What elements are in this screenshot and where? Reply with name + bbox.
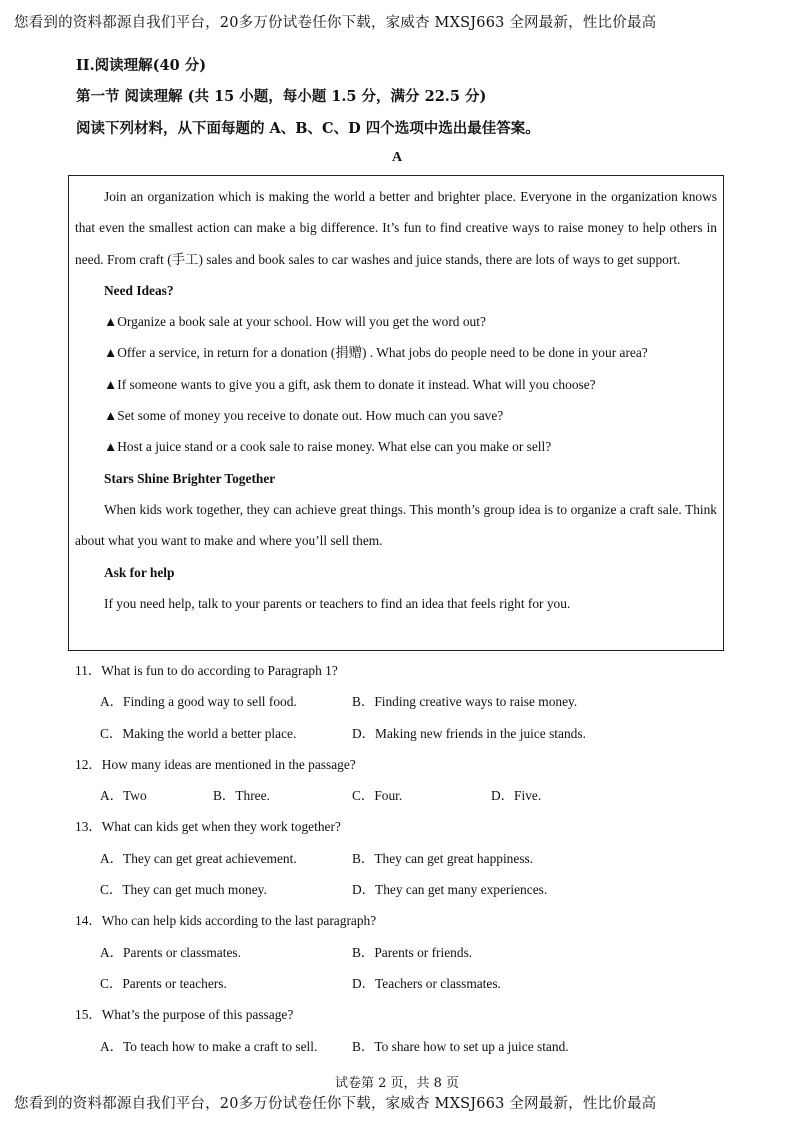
stars-paragraph: When kids work together, they can achieve great things. This month’s group idea is to organize a craft sale. Think about what you want to make and where you’ll sell them.	[75, 501, 717, 549]
question-stem: 11．What is fun to do according to Paragraph 1?	[75, 663, 338, 678]
ideas-heading: Need Ideas?	[104, 282, 174, 298]
option-a[interactable]: A．Finding a good way to sell food.	[100, 694, 297, 710]
question-list	[75, 655, 715, 1062]
option-row	[75, 718, 715, 749]
option-d[interactable]: D．Making new friends in the juice stands.	[352, 725, 586, 741]
option-row	[75, 1031, 715, 1062]
page-footer: 试卷第 2 页，共 8 页	[334, 1076, 460, 1091]
question-stem: 15．What’s the purpose of this passage?	[75, 1007, 294, 1023]
question-stem: 13．What can kids get when they work together?	[75, 819, 341, 835]
option-c[interactable]: C．Making the world a better place.	[100, 725, 297, 741]
watermark-banner-bottom: 您看到的资料都源自我们平台，20多万份试卷任你下载，家威杏 MXSJ663 全网最新，性比价最高	[14, 1096, 657, 1112]
option-d[interactable]: D．Five.	[491, 788, 542, 804]
passage-label: A	[391, 150, 403, 165]
option-d[interactable]: D．They can get many experiences.	[352, 882, 548, 898]
option-row	[75, 843, 715, 874]
option-b[interactable]: B．They can get great happiness.	[352, 850, 534, 866]
idea-item: ▲If someone wants to give you a gift, ask them to donate it instead. What will you choose?	[104, 376, 596, 392]
idea-item: ▲Offer a service, in return for a donation (捐赠) . What jobs do people need to be done in your area?	[104, 345, 648, 361]
option-b[interactable]: B．Three.	[213, 788, 270, 804]
option-c[interactable]: C．Four.	[352, 788, 403, 804]
help-paragraph: If you need help, talk to your parents or teachers to find an idea that feels right for you.	[104, 595, 571, 611]
passage-box	[68, 175, 724, 651]
stars-heading: Stars Shine Brighter Together	[104, 470, 276, 486]
idea-item: ▲Organize a book sale at your school. How will you get the word out?	[104, 314, 486, 330]
option-row	[75, 968, 715, 999]
option-a[interactable]: A．They can get great achievement.	[100, 850, 297, 866]
option-b[interactable]: B．To share how to set up a juice stand.	[352, 1038, 569, 1054]
idea-item: ▲Host a juice stand or a cook sale to raise money. What else can you make or sell?	[104, 439, 552, 455]
section-instruction: 阅读下列材料，从下面每题的 A、B、C、D 四个选项中选出最佳答案。	[76, 120, 540, 137]
option-b[interactable]: B．Parents or friends.	[352, 944, 473, 960]
option-row	[75, 937, 715, 968]
passage-intro: Join an organization which is making the world a better and brighter place. Everyone in the organization knows that even the smallest action can make a big difference. It’s fun to find creative ways to raise money to help others in need. From craft (手工) sales and book sales to car washes and juice stands, there are lots of ways to get support.	[75, 189, 717, 267]
option-a[interactable]: A．To teach how to make a craft to sell.	[100, 1038, 318, 1054]
option-d[interactable]: D．Teachers or classmates.	[352, 975, 501, 991]
option-b[interactable]: B．Finding creative ways to raise money.	[352, 694, 578, 710]
option-row	[75, 780, 715, 811]
help-heading: Ask for help	[104, 564, 175, 580]
question-stem: 12．How many ideas are mentioned in the passage?	[75, 756, 356, 772]
section-title: II.阅读理解(40 分)	[76, 57, 207, 74]
option-row	[75, 686, 715, 717]
option-c[interactable]: C．They can get much money.	[100, 882, 267, 898]
option-a[interactable]: A．Parents or classmates.	[100, 944, 241, 960]
option-a[interactable]: A．Two	[100, 788, 147, 804]
watermark-banner-top: 您看到的资料都源自我们平台，20多万份试卷任你下载，家威杏 MXSJ663 全网最新，性比价最高	[14, 15, 657, 31]
option-c[interactable]: C．Parents or teachers.	[100, 975, 227, 991]
idea-item: ▲Set some of money you receive to donate out. How much can you save?	[104, 408, 504, 424]
option-row	[75, 874, 715, 905]
question-stem: 14．Who can help kids according to the last paragraph?	[75, 913, 377, 929]
section-subtitle: 第一节 阅读理解 (共 15 小题，每小题 1.5 分，满分 22.5 分)	[76, 88, 487, 105]
